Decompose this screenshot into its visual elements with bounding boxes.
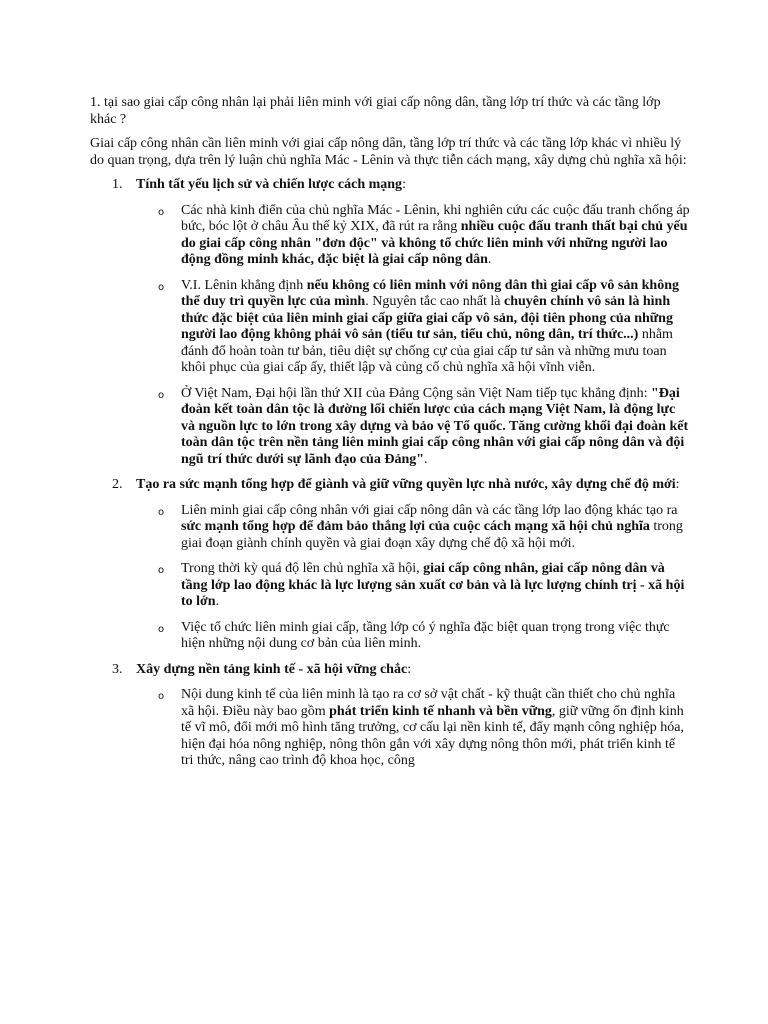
list-item (136, 203, 690, 269)
circle-bullet-icon: o (158, 506, 165, 518)
section-title-suffix: : (407, 661, 412, 677)
list-item (136, 620, 690, 653)
item-text: . (424, 451, 428, 467)
section-title-suffix: : (675, 477, 680, 492)
section-item (90, 662, 690, 770)
circle-bullet-icon: o (158, 206, 165, 218)
document-body (90, 95, 690, 779)
section-number: 1. (112, 177, 123, 192)
section-number: 2. (112, 477, 123, 492)
section-title: Tính tất yếu lịch sử và chiến lược cách mạng (136, 177, 403, 192)
section-title: Xây dựng nền tảng kinh tế - xã hội vững chắc (136, 661, 408, 677)
item-emphasis: chuyên chính vô sản là hình thức đặc biệt của liên minh giai cấp giữa giai cấp vô sản, đội tiên phong của những người lao động không phải vô sản (tiểu tư sản, tiểu chủ, nông dân, trí thức...) (181, 294, 673, 342)
item-emphasis: phát triển kinh tế nhanh và bền vững (329, 703, 552, 719)
circle-bullet-icon: o (158, 389, 165, 401)
item-text: Việc tổ chức liên minh giai cấp, tầng lớp có ý nghĩa đặc biệt quan trọng trong việc thực hiện những nội dung cơ bản của liên minh. (181, 619, 670, 651)
section-heading (136, 477, 690, 494)
section-item (90, 477, 690, 653)
item-emphasis: giai cấp công nhân, giai cấp nông dân và tầng lớp lao động khác là lực lượng sản xuất cơ bản và là lực lượng chính trị - xã hội to lớn (181, 561, 685, 609)
item-text: , giữ vững ổn định kinh tế vĩ mô, đổi mới mô hình tăng trưởng, cơ cấu lại nền kinh tế, đẩy mạnh công nghiệp hóa, hiện đại hóa nông nghiệp, nông thôn gắn với xây dựng nông thôn mới, phát triển kinh tế tri thức, nâng cao trình độ khoa học, công (181, 703, 684, 768)
list-item (136, 386, 690, 469)
item-text: . (487, 252, 492, 267)
item-text: Trong thời kỳ quá độ lên chủ nghĩa xã hội, (181, 561, 424, 576)
item-emphasis: "Đại đoàn kết toàn dân tộc là đường lối chiến lược của cách mạng Việt Nam, là động lực và nguồn lực to lớn trong xây dựng và bảo vệ Tổ quốc. Tăng cường khối đại đoàn kết toàn dân tộc trên nền tảng liên minh giai cấp công nhân với giai cấp nông dân và đội ngũ trí thức dưới sự lãnh đạo của Đảng" (181, 385, 689, 467)
item-text: Ở Việt Nam, Đại hội lần thứ XII của Đảng Cộng sản Việt Nam tiếp tục khẳng định: (181, 385, 652, 401)
item-text: trong giai đoạn giành chính quyền và giai đoạn xây dựng chế độ xã hội mới. (181, 519, 683, 551)
item-text: Các nhà kinh điển của chủ nghĩa Mác - Lênin, khi nghiên cứu các cuộc đấu tranh chống áp bức, bóc lột ở châu Âu thế kỷ XIX, đã rút ra rằng (181, 202, 690, 234)
list-item (136, 561, 690, 611)
item-text: . Nguyên tắc cao nhất là (365, 294, 504, 309)
sub-list (136, 687, 690, 770)
list-item (136, 503, 690, 553)
circle-bullet-icon: o (158, 281, 165, 293)
section-title-suffix: : (402, 177, 406, 192)
section-heading (136, 177, 690, 194)
item-text: V.I. Lênin khẳng định (181, 277, 307, 293)
section-title: Tạo ra sức mạnh tổng hợp để giành và giữ vững quyền lực nhà nước, xây dựng chế độ mới (136, 477, 676, 492)
section-item (90, 177, 690, 468)
item-emphasis: nếu không có liên minh với nông dân thì giai cấp vô sản không thể duy trì quyền lực của mình (181, 277, 679, 309)
item-text: Liên minh giai cấp công nhân với giai cấp nông dân và các tầng lớp lao động khác tạo ra (181, 502, 678, 518)
item-text: nhằm đánh đổ hoàn toàn tư bản, tiêu diệt sự chống cự của giai cấp tư sản và những mưu toan khôi phục của giai cấp ấy, thiết lập và củng cố chủ nghĩa xã hội vĩnh viễn. (181, 327, 673, 375)
circle-bullet-icon: o (158, 565, 165, 576)
main-list (90, 177, 690, 770)
question-heading: 1. tại sao giai cấp công nhân lại phải liên minh với giai cấp nông dân, tầng lớp trí thức và các tầng lớp khác ? (90, 95, 661, 127)
item-text: . (215, 594, 220, 609)
circle-bullet-icon: o (158, 623, 165, 635)
list-item (136, 687, 690, 770)
item-text: Nội dung kinh tế của liên minh là tạo ra cơ sở vật chất - kỹ thuật cần thiết cho chủ nghĩa xã hội. Điều này bao gồm (181, 687, 676, 719)
section-number: 3. (112, 661, 123, 677)
list-item (136, 278, 690, 377)
sub-list (136, 203, 690, 469)
item-emphasis: sức mạnh tổng hợp để đảm bảo thắng lợi của cuộc cách mạng xã hội chủ nghĩa (181, 519, 650, 534)
intro-paragraph: Giai cấp công nhân cần liên minh với giai cấp nông dân, tầng lớp trí thức và các tầng lớp khác vì nhiều lý do quan trọng, dựa trên lý luận chủ nghĩa Mác - Lênin và thực tiễn cách mạng, xây dựng chủ nghĩa xã hội: (90, 136, 687, 168)
circle-bullet-icon: o (158, 691, 165, 702)
sub-list (136, 503, 690, 653)
section-heading (136, 662, 690, 679)
item-emphasis: nhiều cuộc đấu tranh thất bại chủ yếu do giai cấp công nhân "đơn độc" và không tổ chức liên minh với những người lao động đồng minh khác, đặc biệt là giai cấp nông dân (181, 219, 688, 267)
